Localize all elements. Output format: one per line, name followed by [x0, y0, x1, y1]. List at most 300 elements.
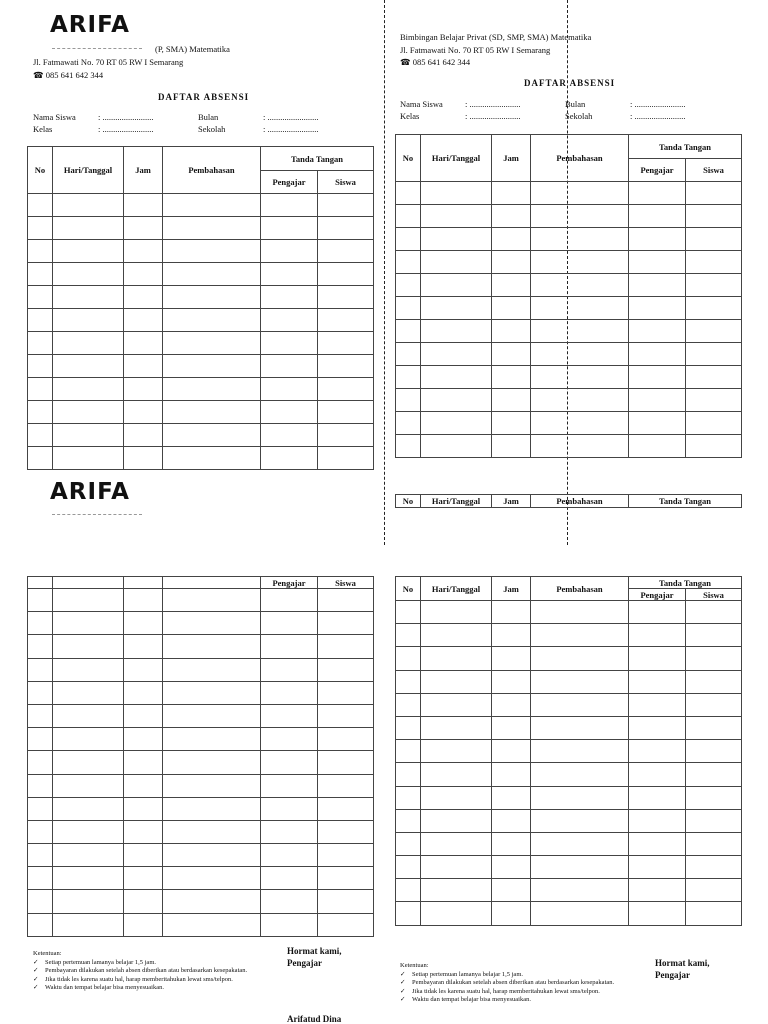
table-cell[interactable] — [28, 378, 53, 401]
table-cell[interactable] — [629, 902, 686, 925]
table-cell[interactable] — [686, 297, 742, 320]
table-cell[interactable] — [531, 856, 629, 879]
table-cell[interactable] — [492, 343, 531, 366]
table-cell[interactable] — [261, 401, 318, 424]
table-cell[interactable] — [261, 355, 318, 378]
table-cell[interactable] — [396, 879, 421, 902]
table-cell[interactable] — [629, 274, 686, 297]
table-cell[interactable] — [28, 589, 53, 612]
table-cell[interactable] — [163, 913, 261, 936]
table-cell[interactable] — [53, 217, 124, 240]
table-cell[interactable] — [492, 740, 531, 763]
table-cell[interactable] — [531, 693, 629, 716]
table-cell[interactable] — [124, 612, 163, 635]
table-cell[interactable] — [396, 716, 421, 739]
table-cell[interactable] — [28, 309, 53, 332]
table-cell[interactable] — [531, 205, 629, 228]
table-cell[interactable] — [261, 286, 318, 309]
table-cell[interactable] — [163, 217, 261, 240]
table-cell[interactable] — [492, 902, 531, 925]
table-cell[interactable] — [629, 601, 686, 624]
table-cell[interactable] — [124, 263, 163, 286]
table-cell[interactable] — [421, 809, 492, 832]
table-cell[interactable] — [28, 728, 53, 751]
table-cell[interactable] — [124, 378, 163, 401]
table-cell[interactable] — [124, 704, 163, 727]
table-cell[interactable] — [28, 890, 53, 913]
table-cell[interactable] — [492, 205, 531, 228]
table-cell[interactable] — [492, 832, 531, 855]
table-cell[interactable] — [261, 635, 318, 658]
table-cell[interactable] — [421, 412, 492, 435]
table-cell[interactable] — [53, 820, 124, 843]
table-cell[interactable] — [28, 194, 53, 217]
table-cell[interactable] — [686, 412, 742, 435]
table-cell[interactable] — [686, 786, 742, 809]
table-cell[interactable] — [261, 424, 318, 447]
table-cell[interactable] — [318, 589, 374, 612]
table-cell[interactable] — [531, 297, 629, 320]
table-cell[interactable] — [492, 251, 531, 274]
table-cell[interactable] — [53, 194, 124, 217]
table-cell[interactable] — [163, 820, 261, 843]
table-cell[interactable] — [396, 624, 421, 647]
table-cell[interactable] — [396, 389, 421, 412]
table-cell[interactable] — [318, 635, 374, 658]
table-cell[interactable] — [421, 366, 492, 389]
table-cell[interactable] — [396, 786, 421, 809]
table-cell[interactable] — [396, 412, 421, 435]
table-cell[interactable] — [261, 867, 318, 890]
table-cell[interactable] — [686, 879, 742, 902]
table-cell[interactable] — [53, 890, 124, 913]
table-cell[interactable] — [261, 844, 318, 867]
table-cell[interactable] — [686, 740, 742, 763]
table-cell[interactable] — [28, 286, 53, 309]
table-cell[interactable] — [492, 297, 531, 320]
table-cell[interactable] — [261, 890, 318, 913]
table-cell[interactable] — [421, 182, 492, 205]
table-cell[interactable] — [261, 589, 318, 612]
table-cell[interactable] — [686, 763, 742, 786]
table-cell[interactable] — [421, 274, 492, 297]
table-cell[interactable] — [396, 670, 421, 693]
table-cell[interactable] — [531, 902, 629, 925]
table-cell[interactable] — [421, 763, 492, 786]
table-cell[interactable] — [28, 844, 53, 867]
table-cell[interactable] — [396, 205, 421, 228]
table-cell[interactable] — [492, 809, 531, 832]
table-cell[interactable] — [629, 228, 686, 251]
table-cell[interactable] — [396, 809, 421, 832]
table-cell[interactable] — [492, 389, 531, 412]
table-cell[interactable] — [124, 589, 163, 612]
table-cell[interactable] — [492, 786, 531, 809]
table-cell[interactable] — [318, 612, 374, 635]
table-cell[interactable] — [28, 820, 53, 843]
table-cell[interactable] — [629, 389, 686, 412]
table-cell[interactable] — [318, 309, 374, 332]
table-cell[interactable] — [318, 681, 374, 704]
table-cell[interactable] — [261, 309, 318, 332]
table-cell[interactable] — [261, 263, 318, 286]
table-cell[interactable] — [53, 635, 124, 658]
table-cell[interactable] — [261, 194, 318, 217]
table-cell[interactable] — [421, 902, 492, 925]
table-cell[interactable] — [53, 240, 124, 263]
table-cell[interactable] — [686, 902, 742, 925]
table-cell[interactable] — [28, 704, 53, 727]
table-cell[interactable] — [629, 693, 686, 716]
table-cell[interactable] — [531, 389, 629, 412]
table-cell[interactable] — [492, 412, 531, 435]
table-cell[interactable] — [421, 320, 492, 343]
table-cell[interactable] — [629, 624, 686, 647]
table-cell[interactable] — [261, 612, 318, 635]
table-cell[interactable] — [163, 797, 261, 820]
table-cell[interactable] — [396, 297, 421, 320]
table-cell[interactable] — [261, 240, 318, 263]
table-cell[interactable] — [318, 194, 374, 217]
table-cell[interactable] — [531, 366, 629, 389]
table-cell[interactable] — [124, 751, 163, 774]
table-cell[interactable] — [396, 228, 421, 251]
table-cell[interactable] — [686, 693, 742, 716]
table-cell[interactable] — [396, 601, 421, 624]
table-cell[interactable] — [421, 786, 492, 809]
table-cell[interactable] — [124, 844, 163, 867]
table-cell[interactable] — [531, 251, 629, 274]
table-cell[interactable] — [28, 913, 53, 936]
table-cell[interactable] — [421, 716, 492, 739]
table-cell[interactable] — [531, 274, 629, 297]
table-cell[interactable] — [163, 286, 261, 309]
table-cell[interactable] — [124, 194, 163, 217]
table-cell[interactable] — [492, 435, 531, 458]
field-bulan[interactable]: : ........................ — [630, 99, 686, 109]
table-cell[interactable] — [28, 355, 53, 378]
table-cell[interactable] — [629, 205, 686, 228]
table-cell[interactable] — [318, 844, 374, 867]
table-cell[interactable] — [686, 809, 742, 832]
table-cell[interactable] — [163, 658, 261, 681]
table-cell[interactable] — [531, 435, 629, 458]
table-cell[interactable] — [53, 401, 124, 424]
table-cell[interactable] — [53, 263, 124, 286]
table-cell[interactable] — [261, 217, 318, 240]
table-cell[interactable] — [421, 879, 492, 902]
table-cell[interactable] — [396, 251, 421, 274]
table-cell[interactable] — [396, 856, 421, 879]
table-cell[interactable] — [396, 366, 421, 389]
table-cell[interactable] — [163, 704, 261, 727]
table-cell[interactable] — [686, 389, 742, 412]
table-cell[interactable] — [421, 297, 492, 320]
table-cell[interactable] — [531, 601, 629, 624]
table-cell[interactable] — [686, 856, 742, 879]
field-nama-siswa[interactable]: : ........................ — [98, 112, 154, 122]
table-cell[interactable] — [163, 240, 261, 263]
table-cell[interactable] — [124, 890, 163, 913]
table-cell[interactable] — [421, 205, 492, 228]
table-cell[interactable] — [53, 378, 124, 401]
table-cell[interactable] — [531, 624, 629, 647]
table-cell[interactable] — [124, 728, 163, 751]
table-cell[interactable] — [53, 844, 124, 867]
table-cell[interactable] — [28, 447, 53, 470]
table-cell[interactable] — [53, 612, 124, 635]
table-cell[interactable] — [629, 670, 686, 693]
table-cell[interactable] — [492, 856, 531, 879]
table-cell[interactable] — [261, 332, 318, 355]
table-cell[interactable] — [492, 693, 531, 716]
table-cell[interactable] — [261, 751, 318, 774]
table-cell[interactable] — [492, 601, 531, 624]
table-cell[interactable] — [124, 286, 163, 309]
table-cell[interactable] — [629, 809, 686, 832]
table-cell[interactable] — [492, 763, 531, 786]
table-cell[interactable] — [686, 647, 742, 670]
table-cell[interactable] — [531, 763, 629, 786]
table-cell[interactable] — [531, 228, 629, 251]
table-cell[interactable] — [28, 332, 53, 355]
table-cell[interactable] — [28, 867, 53, 890]
table-cell[interactable] — [686, 624, 742, 647]
table-cell[interactable] — [686, 343, 742, 366]
table-cell[interactable] — [492, 366, 531, 389]
table-cell[interactable] — [53, 658, 124, 681]
table-cell[interactable] — [686, 601, 742, 624]
table-cell[interactable] — [163, 332, 261, 355]
table-cell[interactable] — [492, 716, 531, 739]
table-cell[interactable] — [318, 797, 374, 820]
table-cell[interactable] — [421, 435, 492, 458]
table-cell[interactable] — [629, 879, 686, 902]
table-cell[interactable] — [318, 401, 374, 424]
table-cell[interactable] — [396, 274, 421, 297]
table-cell[interactable] — [421, 693, 492, 716]
table-cell[interactable] — [261, 913, 318, 936]
table-cell[interactable] — [396, 693, 421, 716]
table-cell[interactable] — [629, 435, 686, 458]
table-cell[interactable] — [421, 389, 492, 412]
table-cell[interactable] — [261, 704, 318, 727]
table-cell[interactable] — [124, 681, 163, 704]
table-cell[interactable] — [318, 286, 374, 309]
table-cell[interactable] — [53, 728, 124, 751]
table-cell[interactable] — [531, 786, 629, 809]
table-cell[interactable] — [124, 913, 163, 936]
table-cell[interactable] — [686, 435, 742, 458]
table-cell[interactable] — [53, 867, 124, 890]
table-cell[interactable] — [396, 740, 421, 763]
table-cell[interactable] — [396, 647, 421, 670]
table-cell[interactable] — [53, 424, 124, 447]
table-cell[interactable] — [629, 786, 686, 809]
table-cell[interactable] — [53, 332, 124, 355]
table-cell[interactable] — [124, 332, 163, 355]
table-cell[interactable] — [163, 751, 261, 774]
table-cell[interactable] — [531, 412, 629, 435]
table-cell[interactable] — [686, 366, 742, 389]
table-cell[interactable] — [28, 240, 53, 263]
table-cell[interactable] — [421, 832, 492, 855]
table-cell[interactable] — [318, 751, 374, 774]
table-cell[interactable] — [686, 228, 742, 251]
table-cell[interactable] — [531, 670, 629, 693]
table-cell[interactable] — [421, 740, 492, 763]
table-cell[interactable] — [53, 681, 124, 704]
table-cell[interactable] — [629, 716, 686, 739]
table-cell[interactable] — [261, 820, 318, 843]
table-cell[interactable] — [629, 856, 686, 879]
table-cell[interactable] — [421, 624, 492, 647]
table-cell[interactable] — [53, 751, 124, 774]
table-cell[interactable] — [163, 355, 261, 378]
table-cell[interactable] — [261, 797, 318, 820]
table-cell[interactable] — [124, 240, 163, 263]
table-cell[interactable] — [396, 902, 421, 925]
table-cell[interactable] — [686, 182, 742, 205]
table-cell[interactable] — [163, 774, 261, 797]
table-cell[interactable] — [163, 589, 261, 612]
table-cell[interactable] — [124, 867, 163, 890]
table-cell[interactable] — [261, 447, 318, 470]
table-cell[interactable] — [492, 228, 531, 251]
table-cell[interactable] — [163, 681, 261, 704]
table-cell[interactable] — [318, 447, 374, 470]
table-cell[interactable] — [318, 424, 374, 447]
table-cell[interactable] — [531, 832, 629, 855]
table-cell[interactable] — [318, 913, 374, 936]
table-cell[interactable] — [163, 401, 261, 424]
table-cell[interactable] — [28, 263, 53, 286]
table-cell[interactable] — [28, 658, 53, 681]
table-cell[interactable] — [28, 612, 53, 635]
table-cell[interactable] — [318, 217, 374, 240]
table-cell[interactable] — [53, 309, 124, 332]
table-cell[interactable] — [421, 251, 492, 274]
table-cell[interactable] — [531, 716, 629, 739]
table-cell[interactable] — [421, 601, 492, 624]
table-cell[interactable] — [318, 240, 374, 263]
table-cell[interactable] — [28, 681, 53, 704]
table-cell[interactable] — [53, 355, 124, 378]
field-kelas[interactable]: : ........................ — [98, 124, 154, 134]
table-cell[interactable] — [163, 612, 261, 635]
table-cell[interactable] — [124, 820, 163, 843]
table-cell[interactable] — [53, 797, 124, 820]
table-cell[interactable] — [629, 763, 686, 786]
table-cell[interactable] — [396, 343, 421, 366]
field-nama-siswa[interactable]: : ........................ — [465, 99, 521, 109]
table-cell[interactable] — [629, 647, 686, 670]
table-cell[interactable] — [629, 182, 686, 205]
table-cell[interactable] — [318, 890, 374, 913]
table-cell[interactable] — [163, 867, 261, 890]
table-cell[interactable] — [163, 844, 261, 867]
table-cell[interactable] — [686, 716, 742, 739]
table-cell[interactable] — [163, 890, 261, 913]
table-cell[interactable] — [318, 378, 374, 401]
table-cell[interactable] — [421, 343, 492, 366]
table-cell[interactable] — [163, 263, 261, 286]
table-cell[interactable] — [492, 879, 531, 902]
table-cell[interactable] — [531, 740, 629, 763]
table-cell[interactable] — [261, 378, 318, 401]
field-sekolah[interactable]: : ........................ — [630, 111, 686, 121]
table-cell[interactable] — [531, 320, 629, 343]
table-cell[interactable] — [163, 194, 261, 217]
table-cell[interactable] — [124, 774, 163, 797]
table-cell[interactable] — [629, 366, 686, 389]
table-cell[interactable] — [28, 635, 53, 658]
table-cell[interactable] — [261, 728, 318, 751]
table-cell[interactable] — [492, 647, 531, 670]
table-cell[interactable] — [28, 424, 53, 447]
table-cell[interactable] — [531, 182, 629, 205]
table-cell[interactable] — [124, 424, 163, 447]
table-cell[interactable] — [28, 751, 53, 774]
table-cell[interactable] — [318, 820, 374, 843]
table-cell[interactable] — [163, 424, 261, 447]
table-cell[interactable] — [629, 343, 686, 366]
table-cell[interactable] — [53, 286, 124, 309]
table-cell[interactable] — [686, 832, 742, 855]
table-cell[interactable] — [421, 670, 492, 693]
table-cell[interactable] — [396, 182, 421, 205]
field-kelas[interactable]: : ........................ — [465, 111, 521, 121]
table-cell[interactable] — [53, 774, 124, 797]
table-cell[interactable] — [686, 670, 742, 693]
table-cell[interactable] — [163, 309, 261, 332]
table-cell[interactable] — [124, 635, 163, 658]
table-cell[interactable] — [396, 832, 421, 855]
table-cell[interactable] — [531, 343, 629, 366]
table-cell[interactable] — [396, 763, 421, 786]
table-cell[interactable] — [492, 670, 531, 693]
table-cell[interactable] — [124, 447, 163, 470]
table-cell[interactable] — [318, 774, 374, 797]
table-cell[interactable] — [124, 309, 163, 332]
table-cell[interactable] — [629, 412, 686, 435]
table-cell[interactable] — [261, 658, 318, 681]
table-cell[interactable] — [318, 658, 374, 681]
table-cell[interactable] — [318, 263, 374, 286]
table-cell[interactable] — [53, 704, 124, 727]
table-cell[interactable] — [124, 355, 163, 378]
table-cell[interactable] — [318, 355, 374, 378]
table-cell[interactable] — [163, 447, 261, 470]
table-cell[interactable] — [28, 797, 53, 820]
table-cell[interactable] — [163, 378, 261, 401]
table-cell[interactable] — [318, 867, 374, 890]
table-cell[interactable] — [629, 251, 686, 274]
table-cell[interactable] — [53, 589, 124, 612]
table-cell[interactable] — [28, 217, 53, 240]
table-cell[interactable] — [318, 332, 374, 355]
table-cell[interactable] — [421, 856, 492, 879]
table-cell[interactable] — [396, 435, 421, 458]
table-cell[interactable] — [53, 913, 124, 936]
field-sekolah[interactable]: : ........................ — [263, 124, 319, 134]
table-cell[interactable] — [261, 681, 318, 704]
table-cell[interactable] — [124, 797, 163, 820]
table-cell[interactable] — [492, 274, 531, 297]
table-cell[interactable] — [686, 274, 742, 297]
table-cell[interactable] — [261, 774, 318, 797]
table-cell[interactable] — [124, 217, 163, 240]
